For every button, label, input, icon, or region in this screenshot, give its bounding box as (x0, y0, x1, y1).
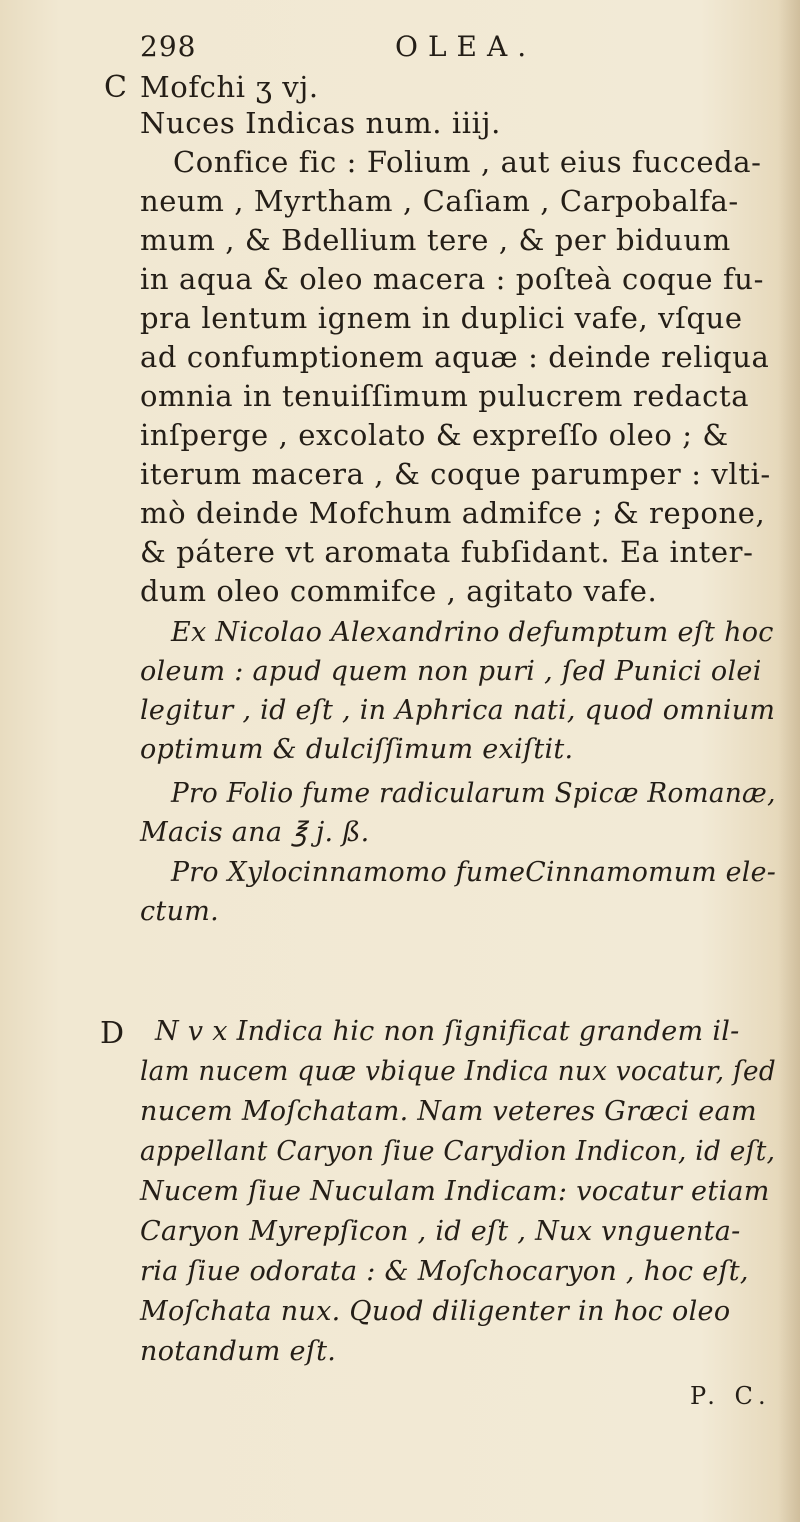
italic-line: optimum & dulciſſimum exiſtit. (140, 734, 574, 765)
italic-line: appellant Caryon ſiue Carydion Indicon, id eſt, (140, 1136, 776, 1167)
catchword: P. C. (690, 1382, 772, 1410)
text-line: ad confumptionem aquæ : deinde reliqua (140, 340, 770, 374)
italic-line: lam nucem quæ vbique Indica nux vocatur, ſed (140, 1056, 776, 1087)
text-line: inſperge , excolato & expreſſo oleo ; & (140, 418, 729, 452)
italic-line: ctum. (140, 896, 220, 927)
italic-line: Caryon Myrepſicon , id eſt , Nux vnguenta- (140, 1216, 741, 1247)
page-header (140, 30, 740, 70)
text-line: neum , Myrtham , Caſiam , Carpobalfa- (140, 184, 739, 218)
text-line: mum , & Bdellium tere , & per biduum (140, 223, 731, 257)
text-line: mò deinde Mofchum admifce ; & repone, (140, 496, 766, 530)
text-line: & pátere vt aromata fubſidant. Ea inter- (140, 535, 754, 569)
italic-line: Nucem ſiue Nuculam Indicam: vocatur etiam (140, 1176, 770, 1207)
page-edge-shadow (778, 0, 800, 1522)
italic-line: notandum eſt. (140, 1336, 337, 1367)
italic-line: nucem Moſchatam. Nam veteres Græci eam (140, 1096, 757, 1127)
text-line: Nuces Indicas num. iiij. (140, 106, 501, 140)
italic-line: Pro Folio fume radicularum Spicæ Romanæ, (171, 778, 776, 809)
margin-letter-d: D (100, 1016, 125, 1051)
text-line: Confice fic : Folium , aut eius fucceda- (173, 145, 762, 179)
italic-line: N v x Indica hic non ſignificat grandem il- (155, 1016, 740, 1047)
italic-line: legitur , id eſt , in Aphrica nati, quod omnium (140, 695, 776, 726)
italic-line: Ex Nicolao Alexandrino defumptum eſt hoc (171, 617, 774, 648)
italic-line: ria ſiue odorata : & Moſchocaryon , hoc eſt, (140, 1256, 749, 1287)
text-line: omnia in tenuiſſimum pulucrem redacta (140, 379, 750, 413)
text-line: Mofchi ʒ vj. (140, 70, 319, 104)
text-line: in aqua & oleo macera : poſteà coque fu- (140, 262, 764, 296)
italic-line: Pro Xylocinnamomo fumeCinnamomum ele- (171, 857, 777, 888)
text-line: dum oleo commifce , agitato vafe. (140, 574, 658, 608)
italic-line: oleum : apud quem non puri , ſed Punici olei (140, 656, 762, 687)
page-number: 298 (140, 30, 197, 63)
margin-letter-c: C (104, 70, 127, 105)
text-line: pra lentum ignem in duplici vafe, vſque (140, 301, 743, 335)
italic-line: Macis ana ℥ j. ß. (140, 817, 370, 848)
running-title: OLEA. (395, 30, 537, 63)
text-line: iterum macera , & coque parumper : vlti- (140, 457, 771, 491)
italic-line: Moſchata nux. Quod diligenter in hoc oleo (140, 1296, 731, 1327)
